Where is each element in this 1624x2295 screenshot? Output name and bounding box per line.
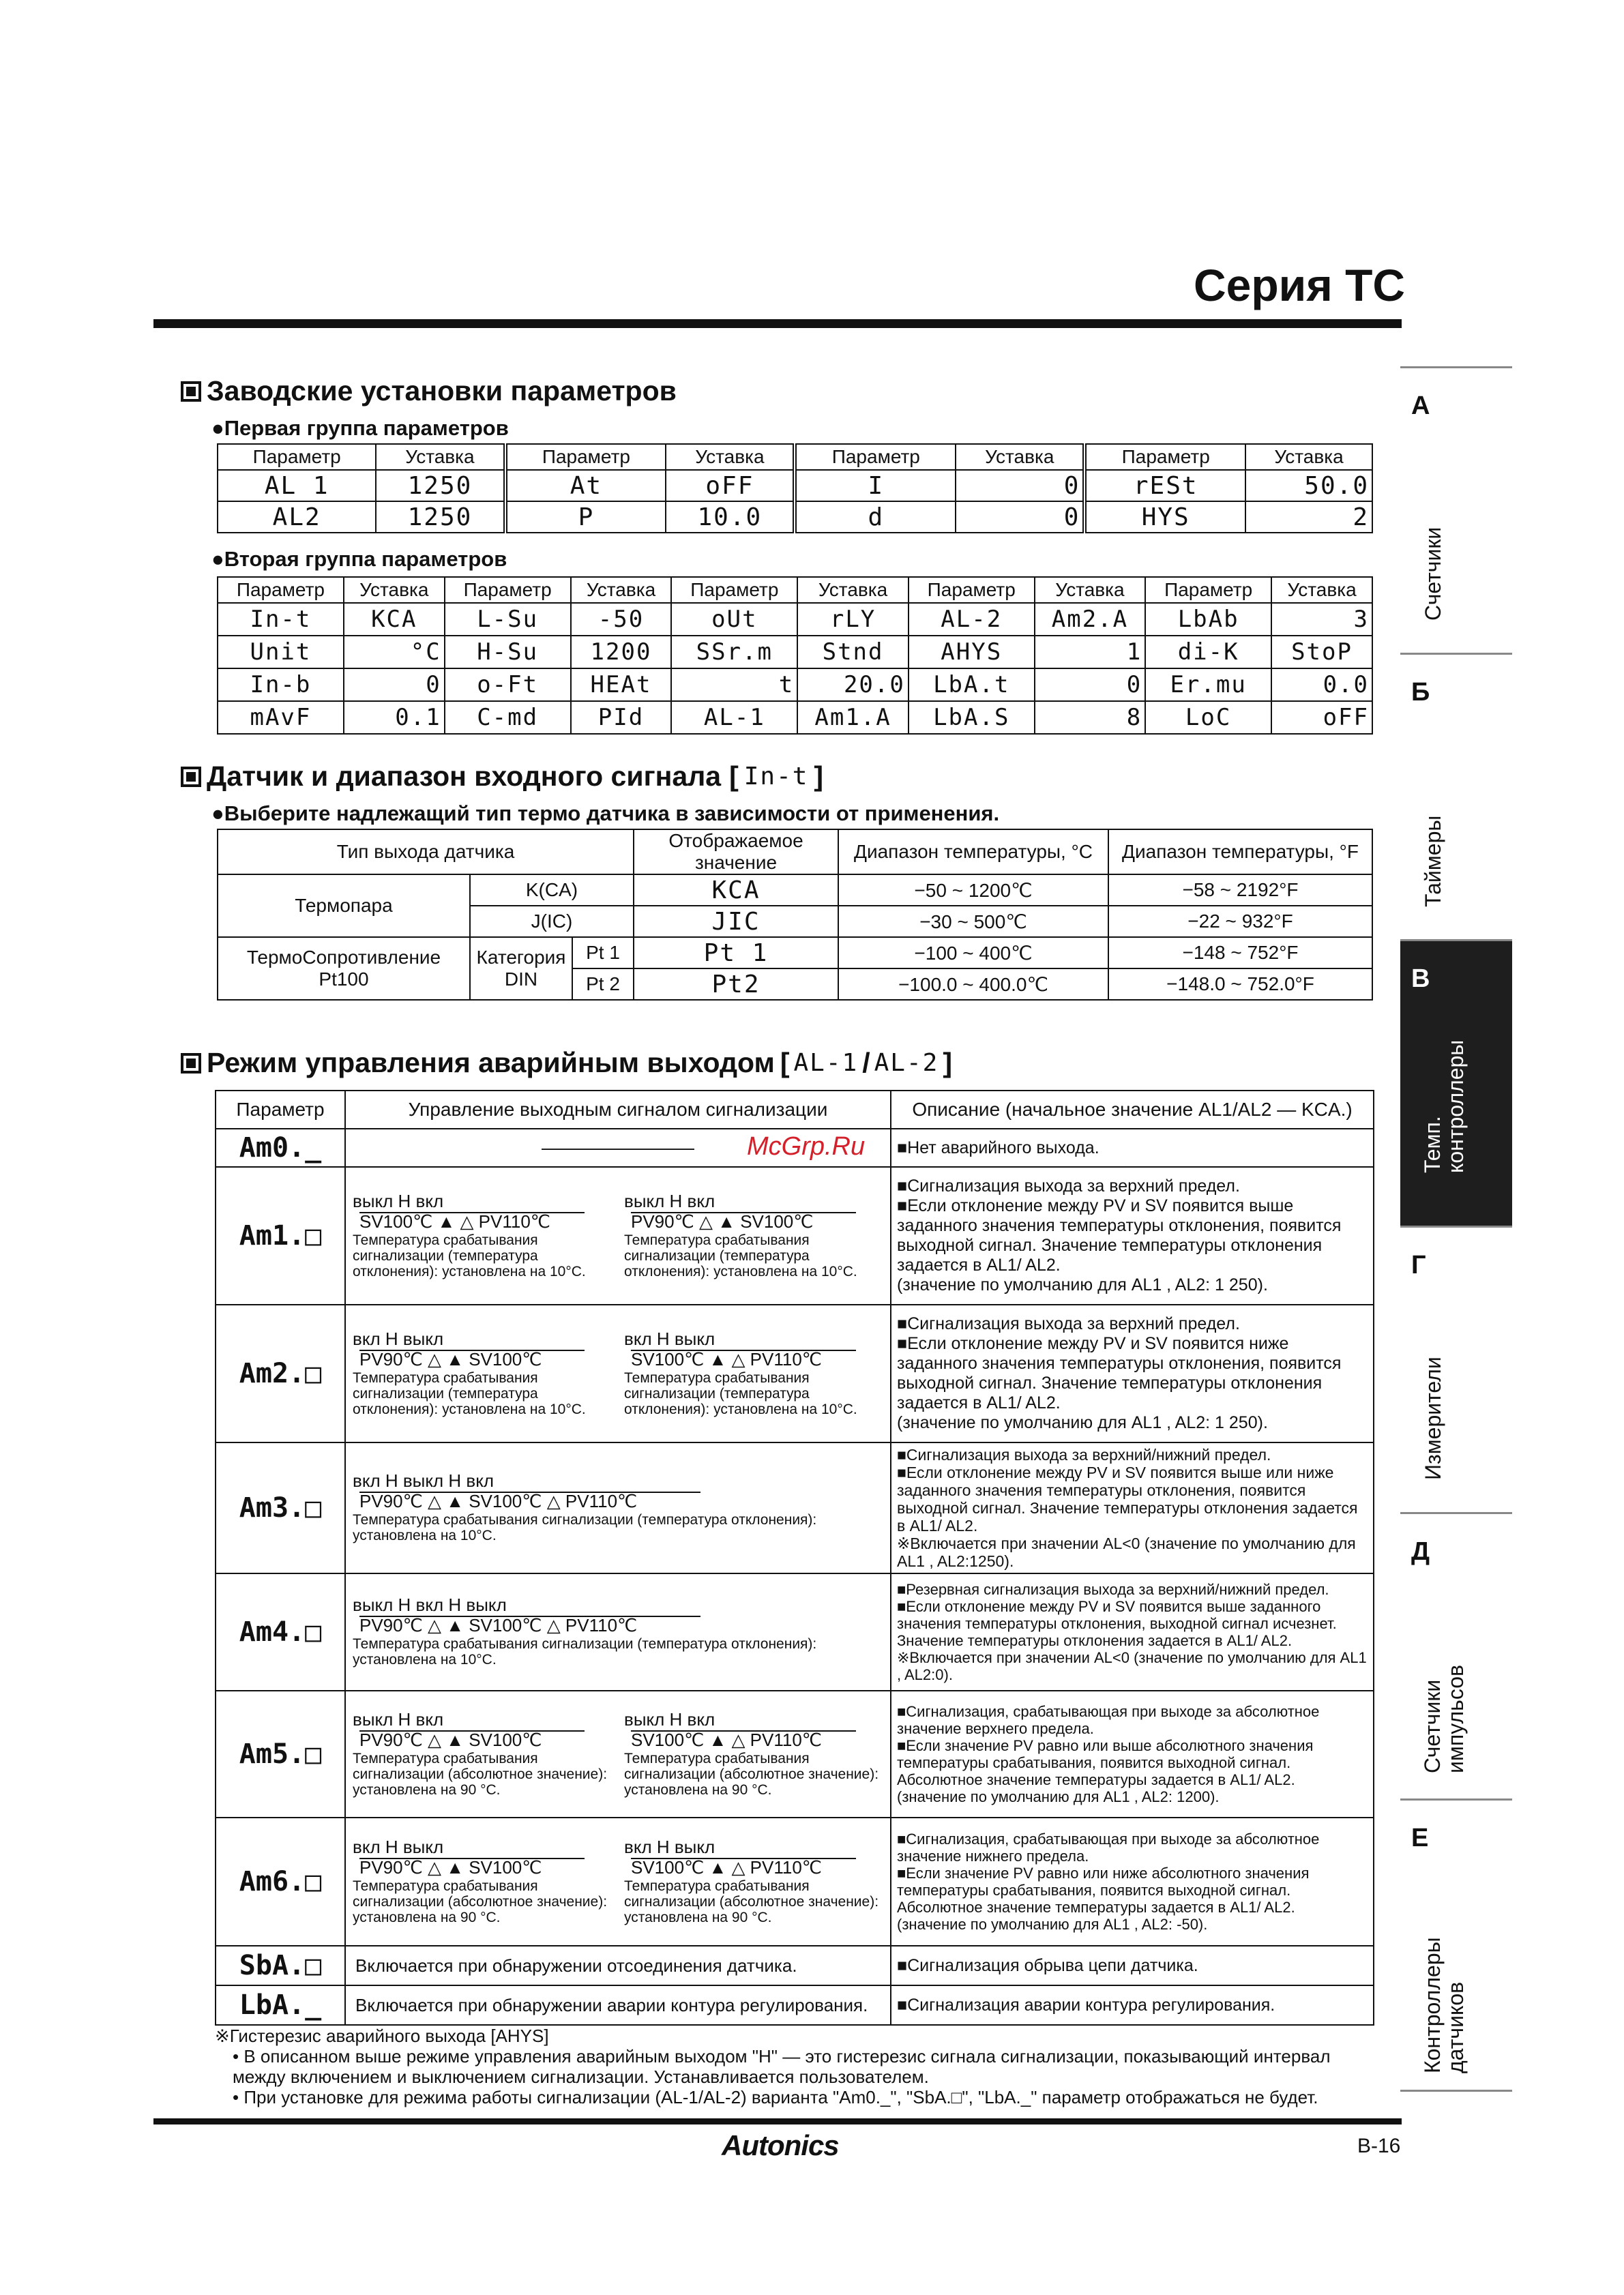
- table-row: LbA._ Включается при обнаружении аварии контура регулирования. ■Сигнализация аварии контура регулирования.: [216, 1985, 1374, 2025]
- sidebar-tab-timers[interactable]: Б Таймеры: [1400, 653, 1512, 939]
- alarm-diagram: выкл H вкл SV100℃ ▲ △ PV110℃ Температура срабатывания сигнализации (температура отклонения): установлена на 10°C.: [353, 1190, 586, 1279]
- table-row: Am5.□ выкл H вкл PV90℃ △ ▲ SV100℃ Температура срабатывания сигнализации (абсолютное значение): установлена на 90 °C. выкл H вкл SV100℃ ▲ △ PV110℃ Температура срабатывания сигнализации (абсолютное значение): установлена на 90 °C. ■Сигнализация, срабатывающая при выходе за абсолютное значение верхнего предела. ■Если значение PV равно или выше абсолютного значения температуры срабатывания, появится выходной сигнал. Абсолютное значение температуры задается в AL1/ AL2. (значение по умолчанию для AL1 , AL2: 1200).: [216, 1691, 1374, 1818]
- top-rule: [153, 319, 1402, 328]
- sensor-table: [217, 829, 1373, 1001]
- table-row: J(IC) JIC −30 ~ 500℃ −22 ~ 932°F: [218, 906, 1372, 937]
- group2-title: ●Вторая группа параметров: [211, 547, 507, 571]
- table-header-row: Параметр Уставка Параметр Уставка Параметр Уставка Параметр Уставка Параметр Уставка: [218, 577, 1372, 603]
- table-row: Am1.□ выкл H вкл SV100℃ ▲ △ PV110℃ Температура срабатывания сигнализации (температура отклонения): установлена на 10°C. выкл H вкл PV90℃ △ ▲ SV100℃ Температура срабатывания сигнализации (температура отклонения): установлена на 10°C. ■Сигнализация выхода за верхний предел. ■Если отклонение между PV и SV появится выше заданного значения температуры отклонения, появится выходной сигнал. Значение температуры отклонения задается в AL1/ AL2. (значение по умолчанию для AL1 , AL2: 1 250).: [216, 1167, 1374, 1305]
- alarm-diagram: вкл H выкл SV100℃ ▲ △ PV110℃ Температура срабатывания сигнализации (температура отклонения): установлена на 10°C.: [624, 1328, 857, 1417]
- table-header-row: Параметр Управление выходным сигналом сигнализации Описание (начальное значение AL1/AL2 — KCA.): [216, 1091, 1374, 1129]
- group1-title: ●Первая группа параметров: [211, 416, 509, 440]
- alarm-diagram: вкл H выкл PV90℃ △ ▲ SV100℃ Температура срабатывания сигнализации (температура отклонения): установлена на 10°C.: [353, 1328, 586, 1417]
- alarm-diagram: вкл H выкл PV90℃ △ ▲ SV100℃ Температура срабатывания сигнализации (абсолютное значение): установлена на 90 °C.: [353, 1836, 608, 1925]
- table-row: Pt 2 Pt2 −100.0 ~ 400.0℃ −148.0 ~ 752.0°F: [218, 968, 1372, 1000]
- section-sensor-title: Датчик и диапазон входного сигнала [ In-t ]: [181, 760, 823, 793]
- alarm-diagram: вкл H выкл SV100℃ ▲ △ PV110℃ Температура срабатывания сигнализации (абсолютное значение): установлена на 90 °C.: [624, 1836, 879, 1925]
- sidebar-tab-meters[interactable]: Г Измерители: [1400, 1226, 1512, 1512]
- table-row: AL2 1250 P 10.0 d 0 HYS 2: [218, 501, 1372, 533]
- square-bullet-icon: [181, 767, 201, 787]
- table-header-row: Параметр Уставка Параметр Уставка Параметр Уставка Параметр Уставка: [218, 444, 1372, 470]
- page-number: B-16: [1357, 2135, 1401, 2157]
- series-title: Серия TC: [1194, 260, 1406, 310]
- square-bullet-icon: [181, 381, 201, 402]
- footnotes: ※Гистерезис аварийного выхода [AHYS] • В описанном выше режиме управления аварийным выходом "H" — это гистерезис сигнала сигнализации, показывающий интервал между включением и выключением сигнализации. Устанавливается пользователем. • При установке для режима работы сигнализации (AL-1/AL-2) варианта "Am0._", "SbA.□", "LbA._" параметр отображаться не будет.: [215, 2026, 1331, 2107]
- table-row: mAvF 0.1 C-md PId AL-1 Am1.A LbA.S 8 LoC oFF: [218, 701, 1372, 734]
- alarm-table: [215, 1090, 1374, 2026]
- table-row: Термопара K(CA) KCA −50 ~ 1200℃ −58 ~ 2192°F: [218, 874, 1372, 906]
- bottom-rule: [153, 2118, 1402, 2124]
- section-alarm-title: Режим управления аварийным выходом [ AL-1 / AL-2 ]: [181, 1047, 952, 1079]
- sidebar-tab-temp-controllers[interactable]: B Темп. контроллеры: [1400, 939, 1512, 1226]
- group1-table: [217, 443, 1373, 533]
- table-row: Unit °C H-Su 1200 SSr.m Stnd AHYS 1 di-K StoP: [218, 636, 1372, 668]
- alarm-diagram: выкл H вкл PV90℃ △ ▲ SV100℃ Температура срабатывания сигнализации (температура отклонения): установлена на 10°C.: [624, 1190, 857, 1279]
- sidebar-tab-counters[interactable]: A Счетчики: [1400, 366, 1512, 653]
- square-bullet-icon: [181, 1053, 201, 1074]
- table-row: Am3.□ вкл H выкл H вкл PV90℃ △ ▲ SV100℃ △ PV110℃ Температура срабатывания сигнализации (температура отклонения): установлена на 10°C. ■Сигнализация выхода за верхний/нижний предел. ■Если отклонение между PV и SV появится выше или ниже заданного значения температуры отклонения, появится выходной сигнал. Значение температуры отклонения задается в AL1/ AL2. ※Включается при значении AL<0 (значение по умолчанию для AL1 , AL2:1250).: [216, 1442, 1374, 1573]
- alarm-diagram: выкл H вкл PV90℃ △ ▲ SV100℃ Температура срабатывания сигнализации (абсолютное значение): установлена на 90 °C.: [353, 1708, 608, 1798]
- table-header-row: Тип выхода датчика Отображаемое значение Диапазон температуры, °C Диапазон температуры, °F: [218, 829, 1372, 874]
- table-row: Am4.□ выкл H вкл H выкл PV90℃ △ ▲ SV100℃ △ PV110℃ Температура срабатывания сигнализации (температура отклонения): установлена на 10°C. ■Резервная сигнализация выхода за верхний/нижний предел. ■Если отклонение между PV и SV появится выше заданного значения температуры отклонения, выходной сигнал исчезнет. Значение температуры отклонения задается в AL1/ AL2. ※Включается при значении AL<0 (значение по умолчанию для AL1 , AL2:0).: [216, 1573, 1374, 1691]
- alarm-diagram: вкл H выкл H вкл PV90℃ △ ▲ SV100℃ △ PV110℃ Температура срабатывания сигнализации (температура отклонения): установлена на 10°C.: [353, 1470, 817, 1543]
- table-row: Am6.□ вкл H выкл PV90℃ △ ▲ SV100℃ Температура срабатывания сигнализации (абсолютное значение): установлена на 90 °C. вкл H выкл SV100℃ ▲ △ PV110℃ Температура срабатывания сигнализации (абсолютное значение): установлена на 90 °C. ■Сигнализация, срабатывающая при выходе за абсолютное значение нижнего предела. ■Если значение PV равно или ниже абсолютного значения температуры срабатывания, появится выходной сигнал. Абсолютное значение температуры задается в AL1/ AL2. (значение по умолчанию для AL1 , AL2: -50).: [216, 1818, 1374, 1946]
- group2-table: [217, 576, 1373, 735]
- section2-subtitle: ●Выберите надлежащий тип термо датчика в зависимости от применения.: [211, 801, 1000, 825]
- autonics-logo: Autonics: [722, 2129, 839, 2161]
- sidebar-tab-sensor-controllers[interactable]: E Контроллеры датчиков: [1400, 1798, 1512, 2092]
- table-row: AL 1 1250 At oFF I 0 rESt 50.0: [218, 470, 1372, 501]
- alarm-diagram: выкл H вкл H выкл PV90℃ △ ▲ SV100℃ △ PV110℃ Температура срабатывания сигнализации (температура отклонения): установлена на 10°C.: [353, 1595, 817, 1668]
- watermark: McGrp.Ru: [747, 1132, 866, 1161]
- table-row: ТермоСопротивление Pt100 Категория DIN Pt 1 Pt 1 −100 ~ 400℃ −148 ~ 752°F: [218, 937, 1372, 968]
- sidebar-tab-pulse-counters[interactable]: Д Счетчики импульсов: [1400, 1512, 1512, 1798]
- table-row: In-b 0 o-Ft HEAt t 20.0 LbA.t 0 Er.mu 0.0: [218, 668, 1372, 701]
- section-factory-settings-title: Заводские установки параметров: [181, 375, 677, 407]
- table-row: Am0._ ———————— ■Нет аварийного выхода.: [216, 1129, 1374, 1167]
- table-row: Am2.□ вкл H выкл PV90℃ △ ▲ SV100℃ Температура срабатывания сигнализации (температура отклонения): установлена на 10°C. вкл H выкл SV100℃ ▲ △ PV110℃ Температура срабатывания сигнализации (температура отклонения): установлена на 10°C. ■Сигнализация выхода за верхний предел. ■Если отклонение между PV и SV появится ниже заданного значения температуры отклонения, появится выходной сигнал. Значение температуры отклонения задается в AL1/ AL2. (значение по умолчанию для AL1 , AL2: 1 250).: [216, 1305, 1374, 1442]
- table-row: In-t KCA L-Su -50 oUt rLY AL-2 Am2.A LbAb 3: [218, 603, 1372, 636]
- table-row: SbA.□ Включается при обнаружении отсоединения датчика. ■Сигнализация обрыва цепи датчика.: [216, 1946, 1374, 1985]
- alarm-diagram: выкл H вкл SV100℃ ▲ △ PV110℃ Температура срабатывания сигнализации (абсолютное значение): установлена на 90 °C.: [624, 1708, 879, 1798]
